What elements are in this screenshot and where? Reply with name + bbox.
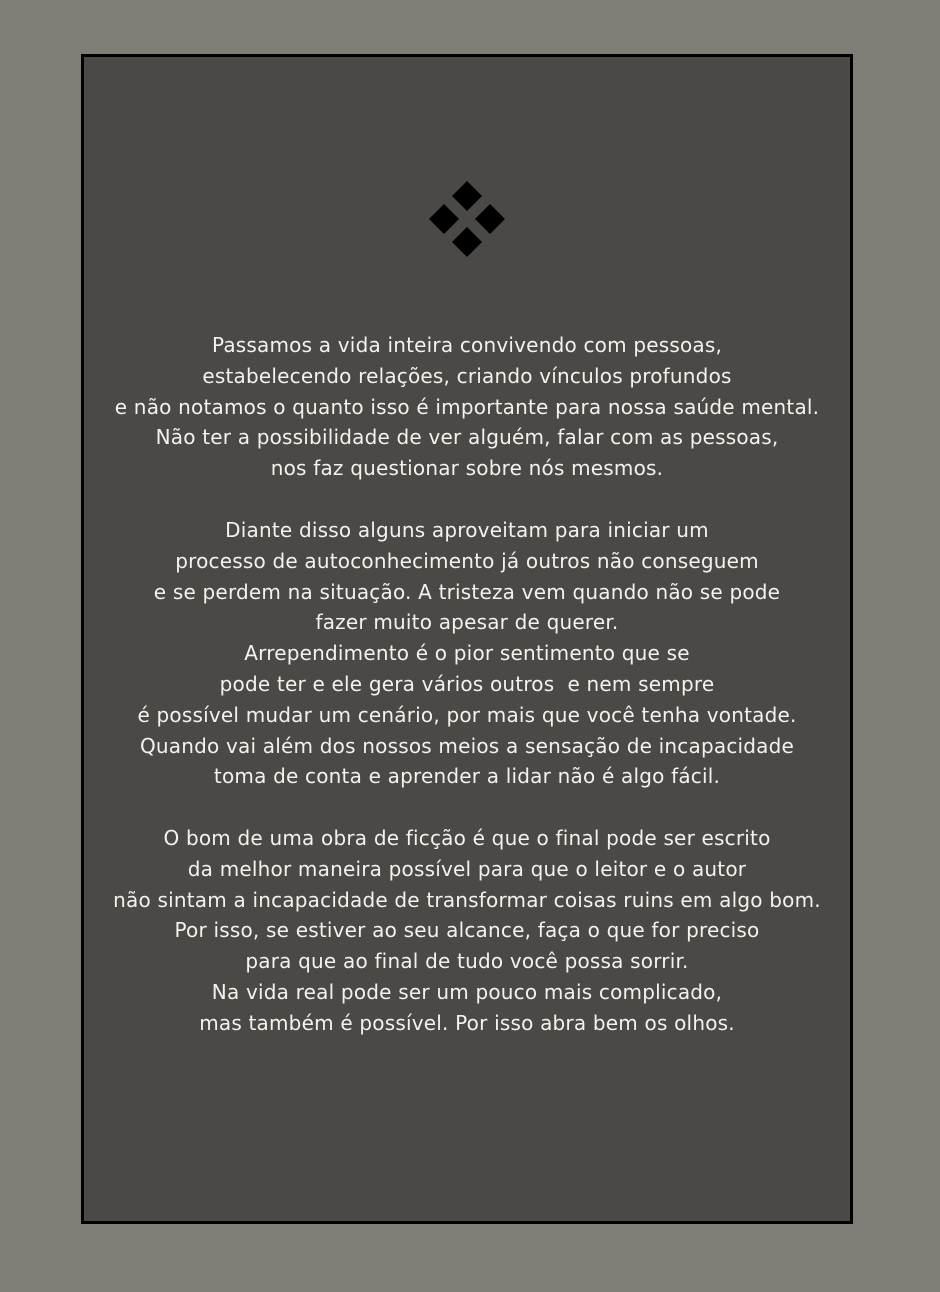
text-line: Na vida real pode ser um pouco mais complicado, — [211, 979, 723, 1004]
text-line: mas também é possível. Por isso abra bem os olhos. — [199, 1010, 735, 1035]
paragraph-3 — [84, 823, 850, 1039]
text-line: e se perdem na situação. A tristeza vem quando não se pode — [153, 579, 781, 604]
text-page — [81, 54, 853, 1224]
text-line: Por isso, se estiver ao seu alcance, faça o que for preciso — [174, 918, 760, 943]
text-line: fazer muito apesar de querer. — [315, 610, 619, 635]
text-line: Arrependimento é o pior sentimento que se — [244, 641, 690, 666]
text-line: para que ao final de tudo você possa sorrir. — [245, 949, 689, 974]
text-line: estabelecendo relações, criando vínculos profundos — [202, 363, 732, 388]
paragraph-1 — [84, 330, 850, 484]
text-line: e não notamos o quanto isso é importante para nossa saúde mental. — [114, 394, 820, 419]
four-diamonds-icon — [429, 181, 505, 257]
text-line: Passamos a vida inteira convivendo com pessoas, — [211, 333, 723, 357]
text-line: nos faz questionar sobre nós mesmos. — [270, 456, 664, 481]
text-line: não sintam a incapacidade de transformar coisas ruins em algo bom. — [113, 887, 821, 912]
text-line: Não ter a possibilidade de ver alguém, falar com as pessoas, — [155, 425, 779, 450]
text-line: Diante disso alguns aproveitam para iniciar um — [225, 518, 709, 542]
text-line: toma de conta e aprender a lidar não é algo fácil. — [213, 764, 721, 789]
paragraph-2 — [84, 515, 850, 792]
text-line: é possível mudar um cenário, por mais que você tenha vontade. — [137, 702, 797, 727]
text-line: O bom de uma obra de ficção é que o final pode ser escrito — [163, 826, 771, 850]
text-line: processo de autoconhecimento já outros não conseguem — [175, 548, 759, 573]
text-line: pode ter e ele gera vários outros e nem sempre — [219, 671, 715, 696]
text-line: Quando vai além dos nossos meios a sensação de incapacidade — [139, 733, 795, 758]
text-line: da melhor maneira possível para que o leitor e o autor — [187, 856, 747, 881]
